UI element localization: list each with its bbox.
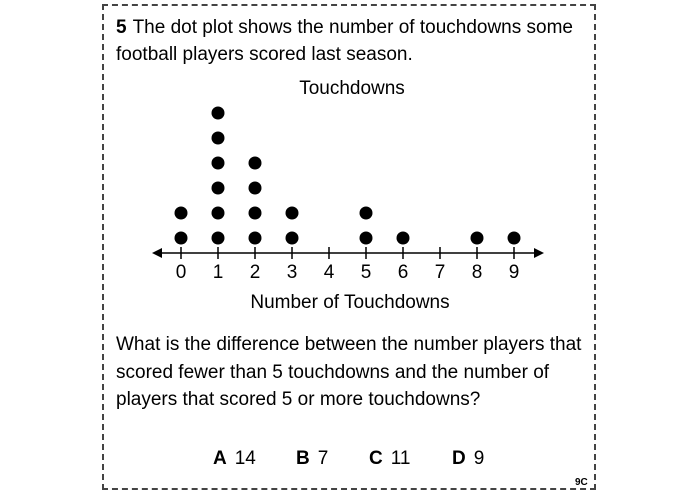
data-dot (249, 207, 262, 220)
choice-value: 14 (234, 448, 256, 469)
data-dot (175, 232, 188, 245)
right-arrow-icon (534, 248, 544, 258)
data-dot (508, 232, 521, 245)
tick-label: 4 (323, 262, 335, 283)
question-prompt-text: The dot plot shows the number of touchdowns some football players scored last season. (116, 17, 573, 65)
tick-label: 7 (434, 262, 446, 283)
choice-letter: D (452, 448, 466, 469)
data-dot (212, 207, 225, 220)
tick-label: 5 (360, 262, 372, 283)
data-dot (249, 157, 262, 170)
choice-value: 11 (390, 448, 411, 469)
chart-title: Touchdowns (299, 78, 405, 99)
x-axis-label: Number of Touchdowns (250, 292, 450, 313)
tick-label: 6 (397, 262, 409, 283)
data-dot (471, 232, 484, 245)
choice-letter: B (296, 448, 310, 469)
choice-d[interactable] (452, 448, 484, 470)
question-body: What is the difference between the number players that scored fewer than 5 touchdowns and the number of players that scored 5 or more touchdowns? (116, 334, 582, 410)
data-dot (212, 232, 225, 245)
data-dot (175, 207, 188, 220)
data-dot (360, 207, 373, 220)
choice-value: 9 (473, 448, 485, 469)
data-dot (212, 157, 225, 170)
choice-b[interactable] (296, 448, 328, 470)
tick-label: 1 (212, 262, 224, 283)
data-dot (249, 232, 262, 245)
data-dot (212, 107, 225, 120)
choice-c[interactable] (369, 448, 410, 470)
question-number: 5 (116, 17, 127, 38)
tick-label: 2 (249, 262, 261, 283)
data-dot (360, 232, 373, 245)
choice-letter: C (369, 448, 383, 469)
item-code: 9C (575, 477, 588, 488)
data-dot (286, 232, 299, 245)
left-arrow-icon (152, 248, 162, 258)
choice-letter: A (213, 448, 227, 469)
choice-value: 7 (317, 448, 329, 469)
data-dot (397, 232, 410, 245)
tick-label: 3 (286, 262, 298, 283)
data-dot (212, 182, 225, 195)
tick-label: 0 (175, 262, 187, 283)
data-dot (286, 207, 299, 220)
choice-a[interactable] (213, 448, 256, 470)
data-dot (249, 182, 262, 195)
tick-label: 9 (508, 262, 520, 283)
data-dot (212, 132, 225, 145)
tick-label: 8 (471, 262, 483, 283)
